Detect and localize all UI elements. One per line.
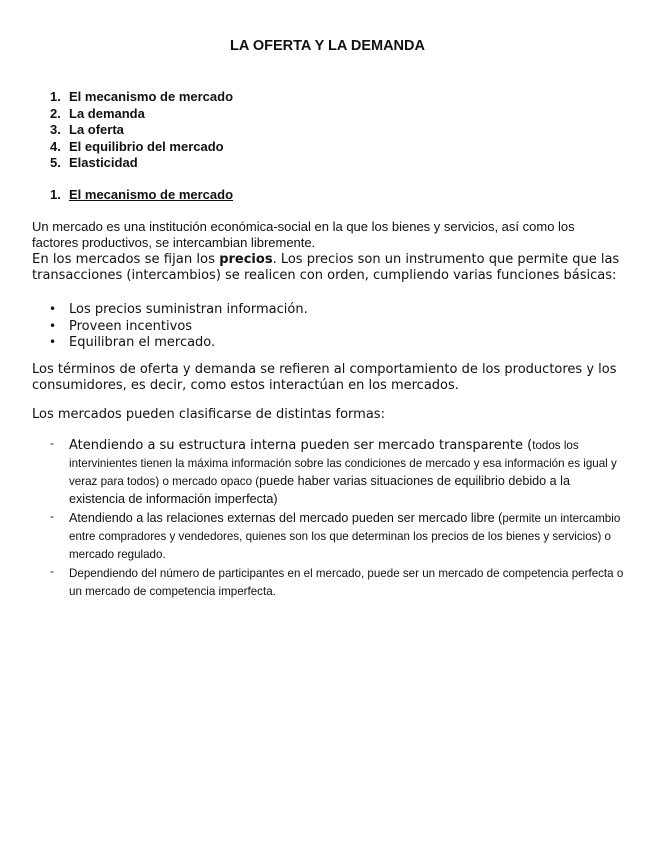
list-item: - Atendiendo a las relaciones externas del mercado pueden ser mercado libre (permite un intercambio entre compradores y vendedores, quienes son los que determinan los precios de los bienes y servicios) o mercado regulado.	[50, 509, 621, 561]
functions-list	[32, 301, 308, 351]
dash-icon: -	[50, 509, 54, 523]
bullet-icon: •	[49, 318, 57, 333]
paragraph-definition: Un mercado es una institución económica-social en la que los bienes y servicios, así como los factores productivos, se intercambian libremente.	[32, 219, 575, 251]
paragraph-classification: Los mercados pueden clasificarse de distintas formas:	[32, 407, 385, 422]
bullet-icon: •	[49, 302, 57, 316]
classification-list	[32, 436, 624, 601]
table-of-contents	[50, 89, 233, 172]
dash-icon: -	[50, 564, 54, 578]
toc-item-label: La oferta	[69, 122, 124, 138]
toc-item: 4. El equilibrio del mercado	[50, 138, 224, 154]
list-item: - Atendiendo a su estructura interna pueden ser mercado transparente (todos los intervinientes tienen la máxima información sobre las condiciones de mercado y esa información es igual y veraz para todos) o mercado opaco (puede haber varias situaciones de equilibrio debido a la existencia de información imperfecta)	[50, 436, 617, 506]
list-item: • Equilibran el mercado.	[32, 334, 308, 351]
list-item: • Proveen incentivos	[32, 318, 308, 335]
toc-item: 1. El mecanismo de mercado	[50, 89, 234, 104]
list-item: - Dependiendo del número de participantes en el mercado, puede ser un mercado de competencia perfecta o un mercado de competencia imperfecta.	[50, 564, 624, 598]
toc-item-label: El mecanismo de mercado	[69, 89, 234, 104]
document-title: LA OFERTA Y LA DEMANDA	[230, 38, 425, 54]
toc-item-label: El equilibrio del mercado	[69, 138, 224, 154]
paragraph-supply-demand: Los términos de oferta y demanda se refieren al comportamiento de los productores y los consumidores, es decir, como estos interactúan en los mercados.	[32, 362, 617, 394]
paragraph-prices: En los mercados se fijan los precios. Los precios son un instrumento que permite que las transacciones (intercambios) se realicen con orden, cumpliendo varias funciones básicas:	[32, 252, 620, 284]
toc-item-label: Elasticidad	[69, 155, 138, 171]
toc-item-label: La demanda	[69, 105, 145, 121]
bullet-icon: •	[49, 335, 57, 349]
toc-item: 5. Elasticidad	[50, 155, 138, 171]
toc-item: 3. La oferta	[50, 122, 124, 138]
dash-icon: -	[50, 436, 54, 450]
toc-item: 2. La demanda	[50, 105, 145, 121]
bold-term-precios: precios	[219, 252, 273, 267]
section-heading: 1. El mecanismo de mercado	[50, 187, 234, 202]
list-item: • Los precios suministran información.	[32, 301, 308, 318]
